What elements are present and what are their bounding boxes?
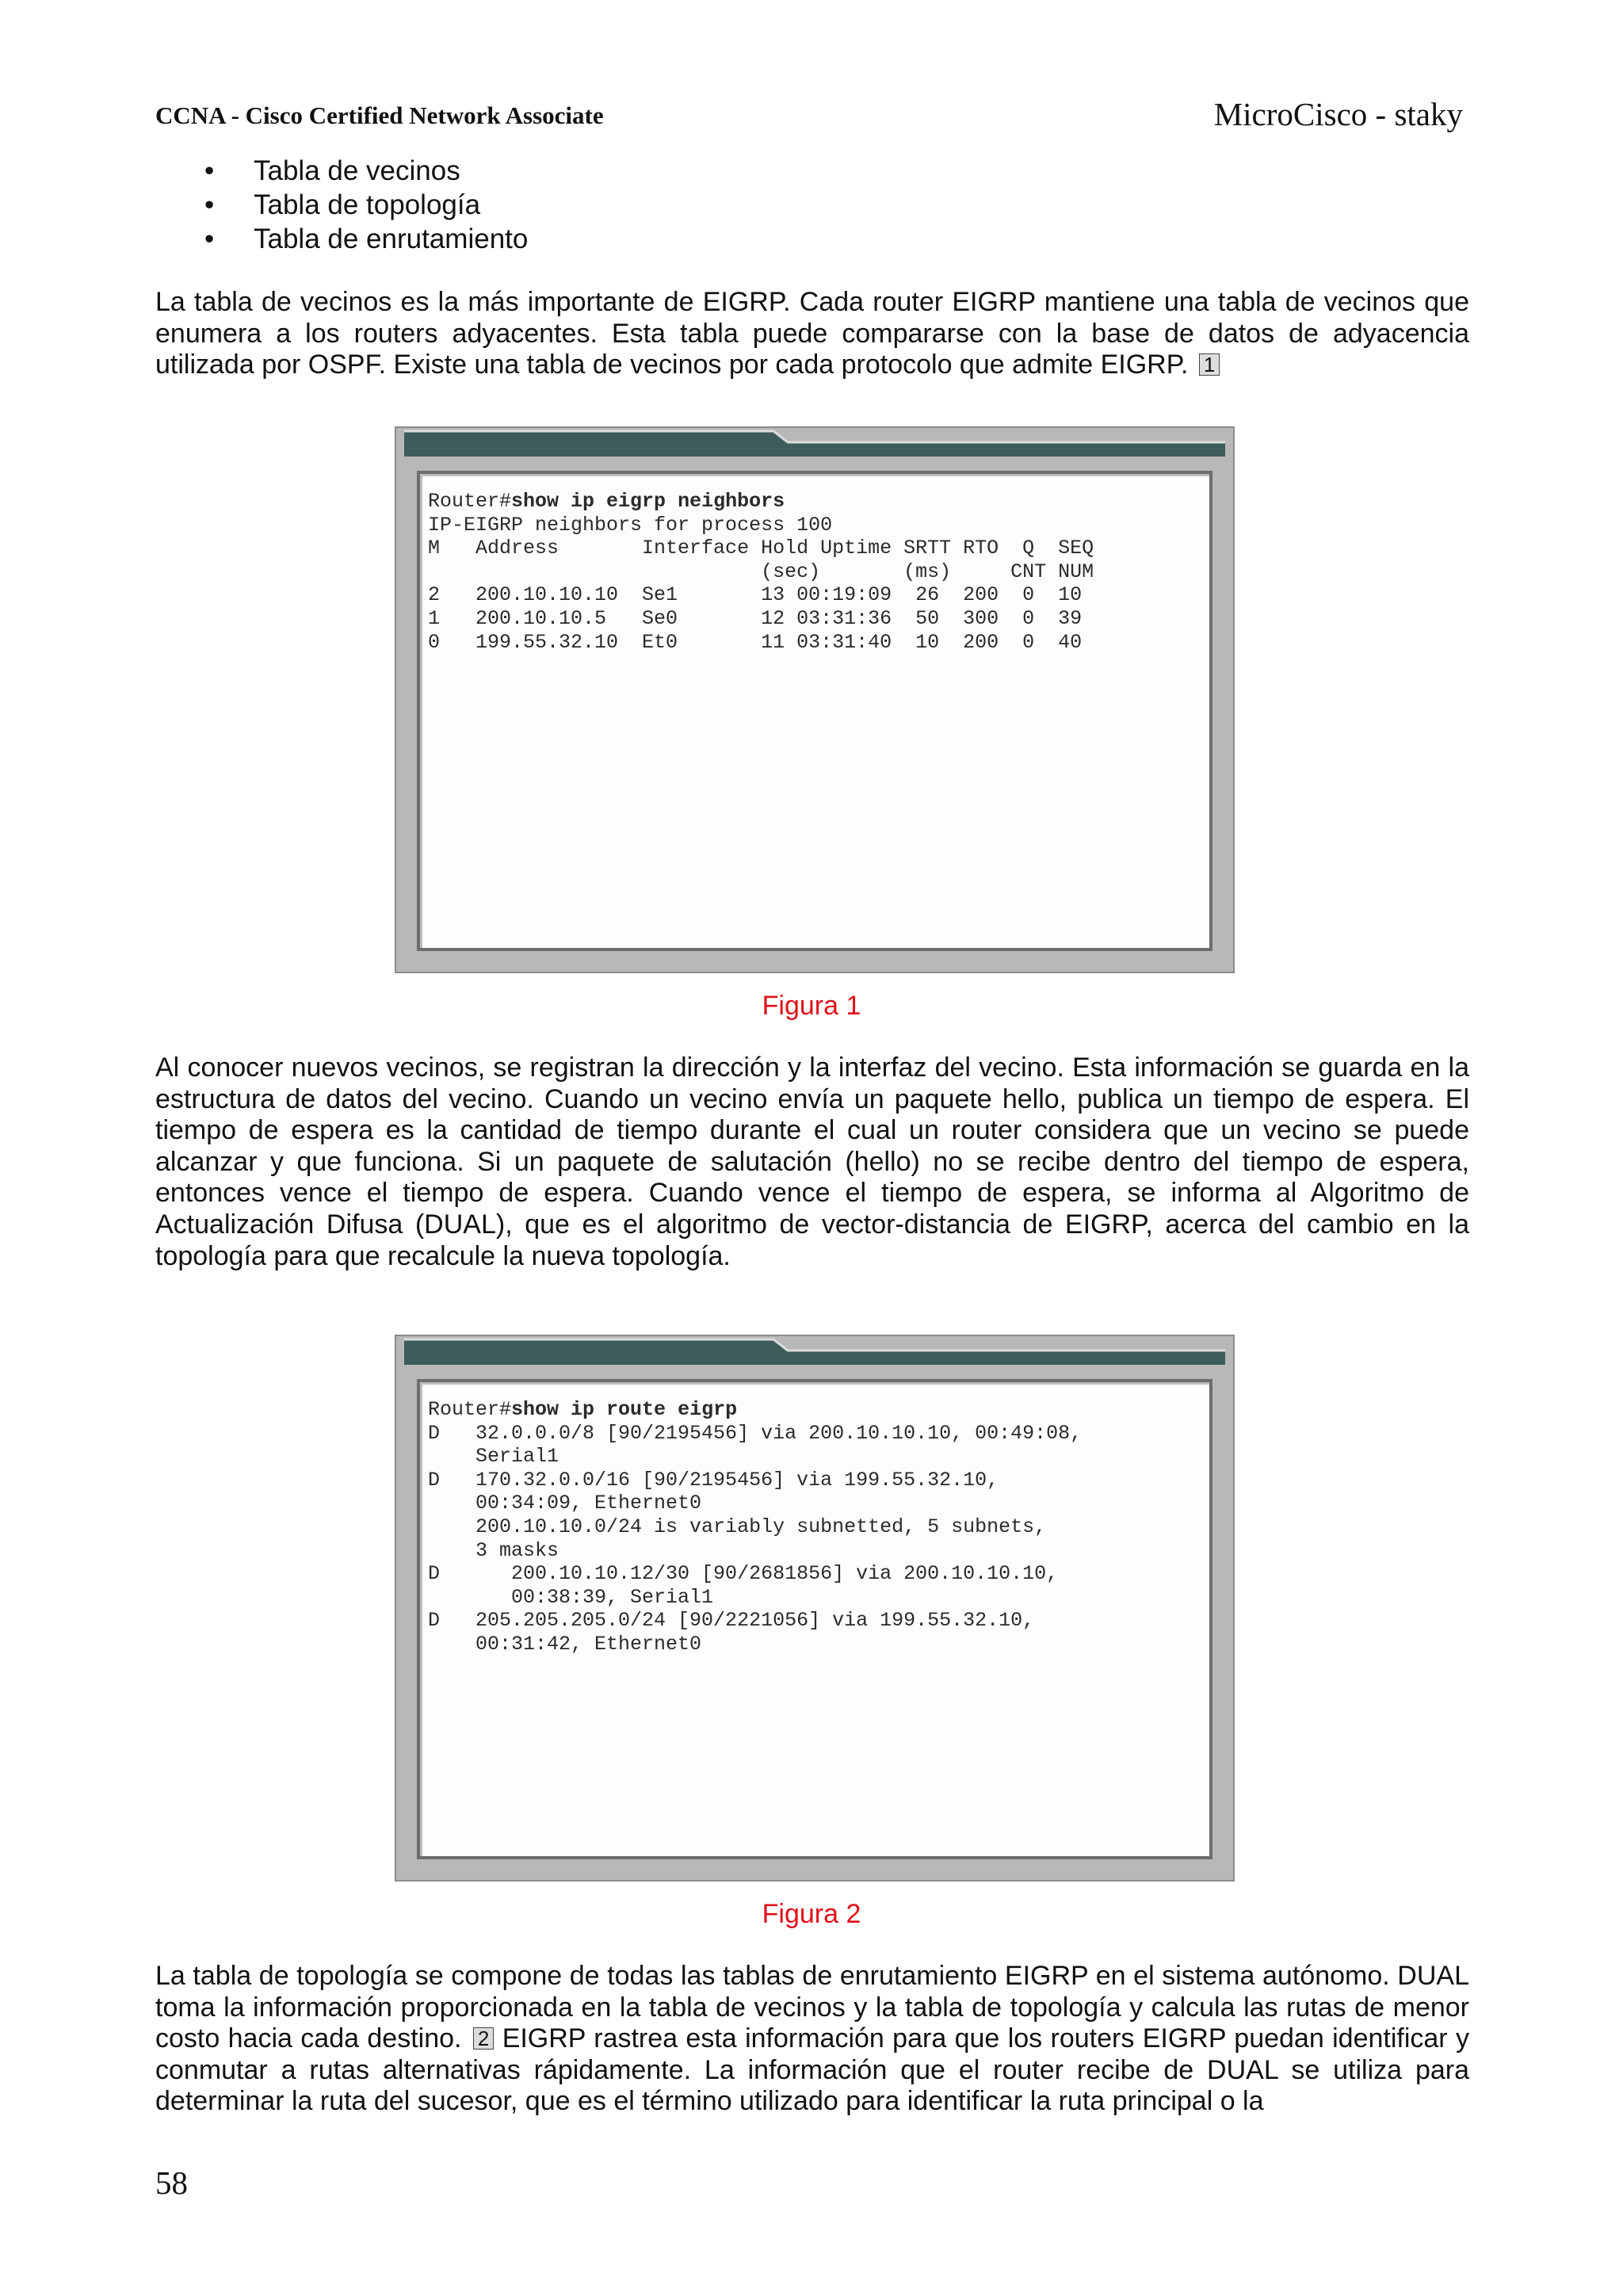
list-item-text: Tabla de topología: [254, 189, 481, 220]
paragraph-neighbor-table: [155, 287, 1469, 381]
paragraph-text: La tabla de topología se compone de todas las tablas de enrutamiento EIGRP en el sistema autónomo. DUAL toma la información proporcionada en la tabla de vecinos y la tabla de topología y calcula las rutas de menor costo hacia cada destino.: [155, 1961, 1469, 2054]
page-number: 58: [155, 2164, 188, 2201]
document-header-author: MicroCisco - staky: [1213, 96, 1463, 132]
bullet-icon: •: [204, 189, 215, 220]
terminal-prompt: Router#: [428, 1398, 512, 1421]
figure-caption: Figura 2: [762, 1899, 861, 1929]
terminal-screen: [417, 471, 1212, 951]
terminal-title-bar: [396, 428, 1233, 460]
list-item: [204, 188, 528, 222]
list-item-text: Tabla de vecinos: [254, 155, 460, 186]
terminal-screen: [417, 1379, 1212, 1859]
document-header-title: CCNA - Cisco Certified Network Associate: [155, 101, 604, 129]
bullet-list: [204, 154, 528, 256]
list-item: [204, 222, 528, 256]
terminal-title-bar: [396, 1336, 1233, 1368]
terminal-output-text: IP-EIGRP neighbors for process 100 M Address Interface Hold Uptime SRTT RTO Q SEQ (sec) (ms) CNT NUM 2 200.10.10.10 Se1 13 00:19:09 26 200 0 10 1 200.10.10.5 Se0 12 03:31:36 50 300 0 39 0 199.55.32.10 Et0 11 03:31:40 10 200 0 40: [428, 513, 1094, 654]
paragraph-topology-table: [155, 1961, 1469, 2118]
figure-reference[interactable]: 1: [1199, 353, 1220, 376]
list-item-text: Tabla de enrutamiento: [254, 223, 529, 254]
paragraph-text: EIGRP rastrea esta información para que los routers EIGRP puedan identificar y conmutar a rutas alternativas rápidamente. La información que el router recibe de DUAL se utiliza para determinar la ruta del sucesor, que es el término utilizado para identificar la ruta principal o la: [155, 2023, 1469, 2117]
figure-reference[interactable]: 2: [473, 2027, 494, 2050]
terminal-prompt: Router#: [428, 490, 512, 513]
paragraph-text: La tabla de vecinos es la más importante de EIGRP. Cada router EIGRP mantiene una tabla de vecinos que enumera a los routers adyacentes. Esta tabla puede compararse con la base de datos de adyacencia utilizada por OSPF. Existe una tabla de vecinos por cada protocolo que admite EIGRP.: [155, 287, 1469, 380]
terminal-output: [428, 490, 1094, 654]
figure-2-terminal: [395, 1335, 1235, 1881]
terminal-command: show ip eigrp neighbors: [511, 490, 785, 513]
terminal-output-text: D 32.0.0.0/8 [90/2195456] via 200.10.10.10, 00:49:08, Serial1 D 170.32.0.0/16 [90/2195456] via 199.55.32.10, 00:34:09, Ethernet0 200.10.10.0/24 is variably subnetted, 5 subnets, 3 masks D 200.10.10.12/30 [90/2681856] via 200.10.10.10, 00:38:39, Serial1 D 205.205.205.0/24 [90/2221056] via 199.55.32.10, 00:31:42, Ethernet0: [428, 1421, 1083, 1656]
terminal-output: [428, 1398, 1082, 1656]
figure-1-terminal: [395, 426, 1235, 973]
bullet-icon: •: [204, 155, 215, 186]
paragraph-neighbor-hold-time: Al conocer nuevos vecinos, se registran la dirección y la interfaz del vecino. Esta información se guarda en la estructura de datos del vecino. Cuando un vecino envía un paquete hello, publica un tiempo de espera. El tiempo de espera es la cantidad de tiempo durante el cual un router considera que un vecino se puede alcanzar y que funciona. Si un paquete de salutación (hello) no se recibe dentro del tiempo de espera, entonces vence el tiempo de espera. Cuando vence el tiempo de espera, se informa al Algoritmo de Actualización Difusa (DUAL), que es el algoritmo de vector-distancia de EIGRP, acerca del cambio en la topología para que recalcule la nueva topología.: [155, 1052, 1469, 1271]
list-item: [204, 154, 528, 188]
terminal-command: show ip route eigrp: [511, 1398, 738, 1421]
figure-caption: Figura 1: [762, 991, 861, 1021]
bullet-icon: •: [204, 223, 215, 254]
